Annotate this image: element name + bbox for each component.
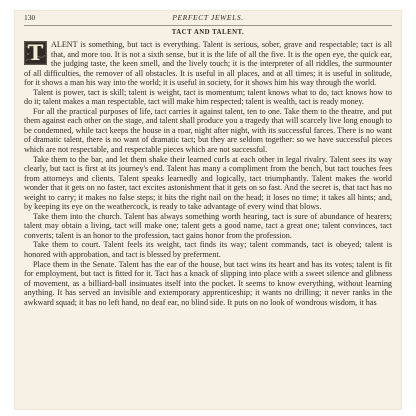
paragraph-1-text: ALENT is something, but tact is everything. Talent is serious, sober, grave and respectable; tact is all that, and more too. It is not a sixth sense, but it is the life of all the five. It is the open eye, the quick ear, the judging taste, the keen smell, and the lively touch; it is the interpreter of all riddles, the surmounter of all difficulties, the remover of all obstacles. It is useful in all places, and at all times; it is useful in solitude, for it shows a man his way into the world; it is useful in society, for it shows him his way through the world. [24,40,392,88]
page-number: 130 [24,13,36,22]
paragraph-3: For all the practical purposes of life, tact carries it against talent, ten to one. Take them to the theatre, and put them against each other on the stage, and talent shall produce you a tragedy that will scarcely live long enough to be condemned, while tact keeps the house in a roar, night after night, with its successful farces. There is no want of dramatic talent, there is no want of dramatic tact; but they are seldom together: so we have successful pieces which are not respectable, and respectable pieces which are not successful. [24,106,392,155]
paragraph-7: Place them in the Senate. Talent has the ear of the house, but tact wins its heart and has its votes; talent is fit for employment, but tact is fitted for it. Tact has a knack of slipping into place with a sweet silence and glibness of movement, as a billiard-ball insinuates itself into the pocket. It seems to know everything, without learning anything. It has served an invisible and extemporary apprenticeship; it wants no drilling; it never ranks in the awkward squad; it has no left hand, no deaf ear, no blind side. It puts on no look of wondrous wisdom, it has [24,259,392,307]
paragraph-4: Take them to the bar, and let them shake their learned curls at each other in legal rivalry. Talent sees its way clearly, but tact is first at its journey's end. Talent has many a compliment from the bench, but tact touches fees from attorneys and clients. Talent speaks learnedly and logically, tact triumphantly. Talent makes the world wonder that it gets on no faster, tact excites astonishment that it gets on so fast. And the secret is, that tact has no weight to carry; it makes no false steps; it hits the right nail on the head; it loses no time; it takes all hints; and, by keeping its eye on the weathercock, is ready to take advantage of every wind that blows. [24,154,392,212]
paragraph-5: Take them into the church. Talent has always something worth hearing, tact is sure of abundance of hearers; talent may obtain a living, tact will make one; talent gets a good name, tact a great one; talent convinces, tact converts; talent is an honor to the profession, tact gains honor from the profession. [24,211,392,240]
header-rule [24,25,392,26]
paragraph-1 [24,40,392,88]
article-body [24,40,392,307]
ornamental-drop-cap [24,41,47,65]
book-title: PERFECT JEWELS. [172,13,244,22]
chapter-title: TACT AND TALENT. [171,29,245,36]
drop-cap-letter: T [27,41,44,65]
running-head [24,13,392,25]
paragraph-2: Talent is power, tact is skill; talent is weight, tact is momentum; talent knows what to do, tact knows how to do it; talent makes a man respectable, tact will make him respected; talent is wealth, tact is ready money. [24,87,392,107]
paragraph-6: Take them to court. Talent feels its weight, tact finds its way; talent commands, tact is obeyed; talent is honored with approbation, and tact is blessed by preferment. [24,240,392,260]
